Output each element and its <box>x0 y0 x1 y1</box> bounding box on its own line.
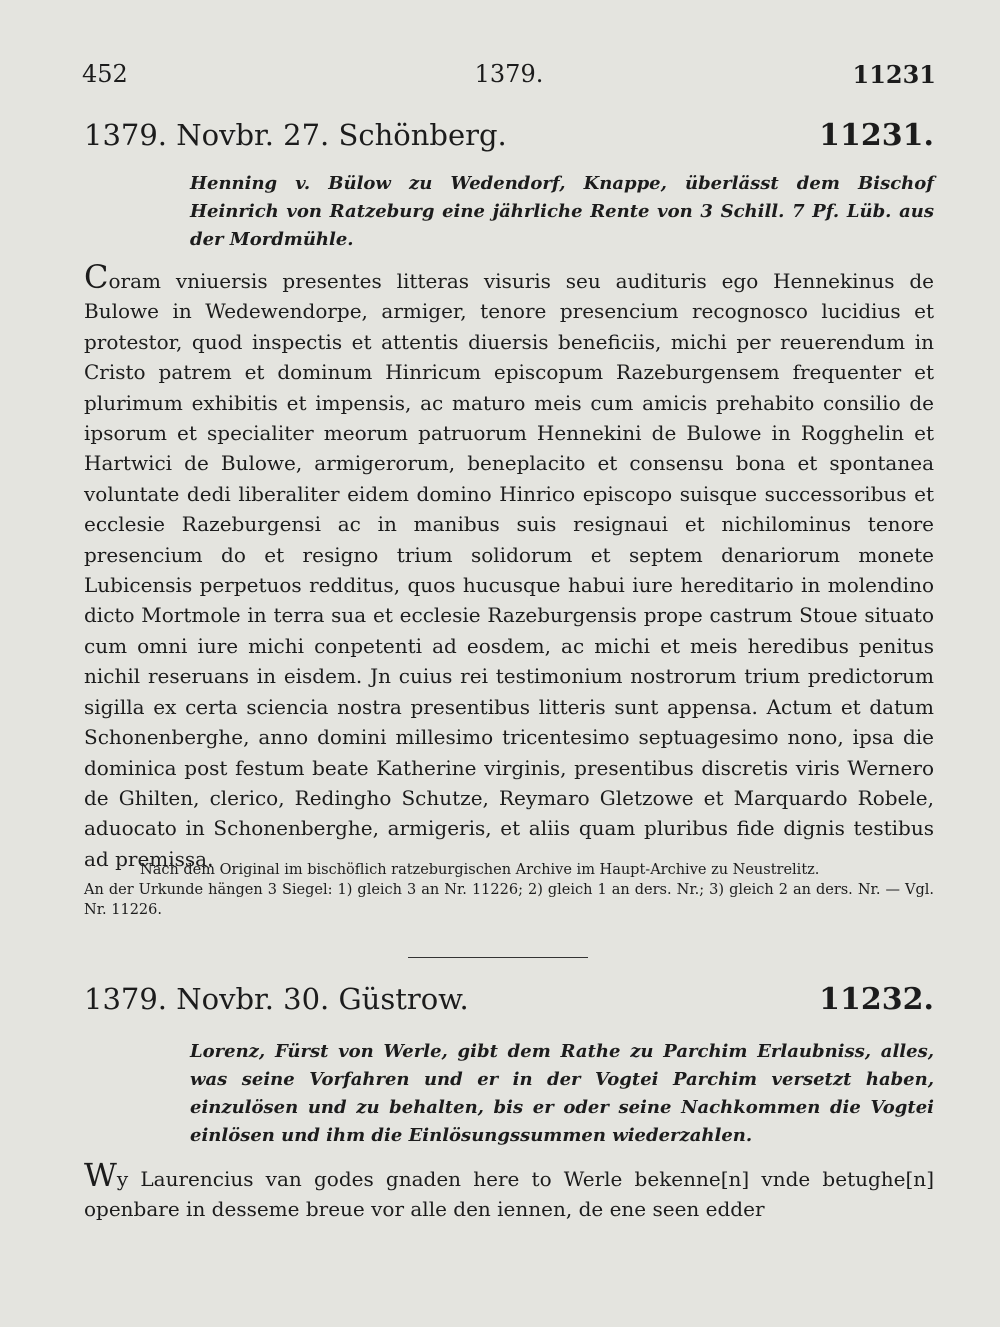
entry-number: 11231. <box>819 118 934 153</box>
source-note <box>84 860 934 920</box>
page-number: 452 <box>82 60 128 88</box>
entry-text-body: y Laurencius van godes gnaden here to Werle bekenne[n] vnde betughe[n] openbare in desseme breue vor alle den iennen, de ene seen edder <box>84 1167 934 1222</box>
initial-letter: W <box>84 1156 117 1194</box>
entry-heading <box>84 982 934 1022</box>
entry-heading <box>84 118 934 158</box>
entry-date: 1379. Novbr. 30. Güstrow. <box>84 982 469 1016</box>
source-note-line: Nach dem Original im bischöflich ratzeburgischen Archive im Haupt-Archive zu Neustrelitz. <box>140 862 820 878</box>
entry-date: 1379. Novbr. 27. Schönberg. <box>84 118 507 152</box>
entry-regest: Henning v. Bülow zu Wedendorf, Knappe, überlässt dem Bischof Heinrich von Ratzeburg eine jährliche Rente von 3 Schill. 7 Pf. Lüb. aus der Mordmühle. <box>190 173 934 250</box>
entry-text <box>84 1156 934 1225</box>
entry-text <box>84 258 934 874</box>
entry-number: 11232. <box>819 982 934 1017</box>
header-document-number: 11231 <box>852 60 936 89</box>
entry-regest: Lorenz, Fürst von Werle, gibt dem Rathe zu Parchim Erlaubniss, alles, was seine Vorfahren und er in der Vogtei Parchim versetzt haben, einzulösen und zu behalten, bis er oder seine Nachkommen die Vogtei einlösen und ihm die Einlösungssummen wiederzahlen. <box>190 1041 934 1146</box>
section-divider <box>408 957 588 958</box>
running-header <box>82 60 936 96</box>
header-year: 1379. <box>474 60 544 88</box>
seal-note: An der Urkunde hängen 3 Siegel: 1) gleich 3 an Nr. 11226; 2) gleich 1 an ders. Nr.; 3) gleich 2 an ders. Nr. — Vgl. Nr. 11226. <box>84 882 934 918</box>
initial-letter: C <box>84 258 109 296</box>
entry-text-body: oram vniuersis presentes litteras visuris seu audituris ego Hennekinus de Bulowe in Wedewendorpe, armiger, tenore presencium recognosco lucidius et protestor, quod inspectis et attentis diuersis beneficiis, michi per reuerendum in Cristo patrem et dominum Hinricum episcopum Razeburgensem frequenter et plurimum exhibitis et impensis, ac maturo meis cum amicis prehabito consilio de ipsorum et specialiter meorum patruorum Hennekini de Bulowe in Rogghelin et Hartwici de Bulowe, armigerorum, beneplacito et consensu bona et spontanea voluntate dedi liberaliter eidem domino Hinrico episcopo suisque successoribus et ecclesie Razeburgensi ac in manibus suis resignaui et nichilominus tenore presencium do et resigno trium solidorum et septem denariorum monete Lubicensis perpetuos redditus, quos hucusque habui iure hereditario in molendino dicto Mortmole in terra sua et ecclesie Razeburgensis prope castrum Stoue situato cum omni iure michi conpetenti ad eosdem, ac michi et meis heredibus penitus nichil reseruans in eisdem. Jn cuius rei testimonium nostrorum trium predictorum sigilla ex certa sciencia nostra presentibus litteris sunt appensa. Actum et datum Schonenberghe, anno domini millesimo tricentesimo septuagesimo nono, ipsa die dominica post festum beate Katherine virginis, presentibus discretis viris Wernero de Ghilten, clerico, Redingho Schutze, Reymaro Gletzowe et Marquardo Robele, aduocato in Schonenberghe, armigeris, et aliis quam pluribus fide dignis testibus ad premissa. <box>84 269 934 871</box>
